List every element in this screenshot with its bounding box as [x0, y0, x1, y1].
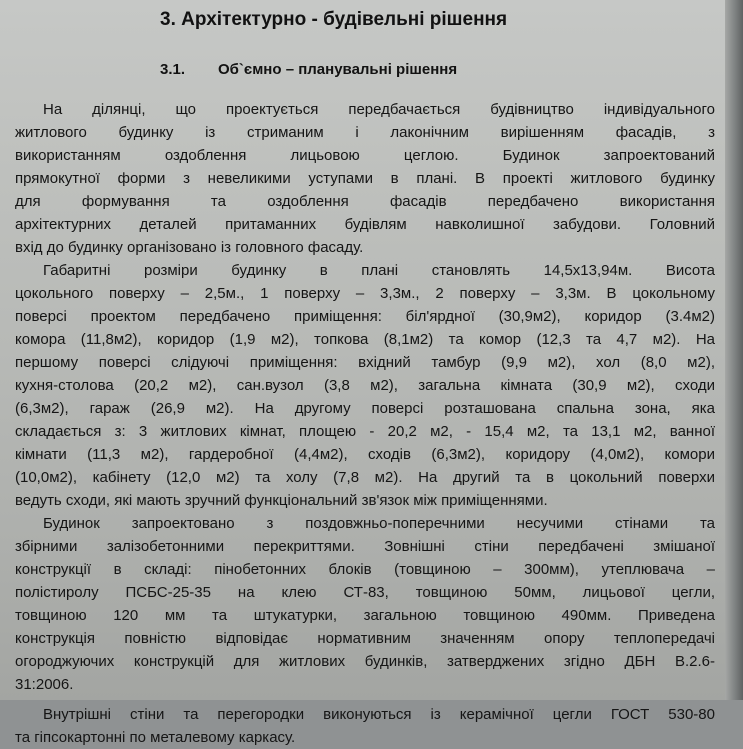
text-line: першому поверсі слідуючі приміщення: вхідний тамбур (9,9 м2), хол (8,0 м2),: [15, 354, 715, 371]
subsection-title: Об`ємно – планувальні рішення: [218, 61, 458, 78]
text-line: прямокутної форми з невеликими уступами в плані. В проекті житлового будинку: [15, 170, 715, 187]
text-line: вхід до будинку організовано із головного фасаду.: [15, 239, 364, 256]
subsection-number: 3.1.: [160, 61, 186, 78]
text-line: комора (11,8м2), коридор (1,9 м2), топкова (8,1м2) та комор (12,3 та 4,7 м2). На: [15, 331, 715, 348]
text-line: використанням оздоблення лицьовою цеглою. Будинок запроектований: [15, 147, 715, 164]
text-line: цокольного поверху – 2,5м., 1 поверху – 3,3м., 2 поверху – 3,3м. В цокольному: [15, 285, 715, 302]
text-line: кухня-столова (20,2 м2), сан.вузол (3,8 м2), загальна кімната (30,9 м2), сходи: [15, 377, 715, 394]
section-title: 3. Архітектурно - будівельні рішення: [160, 9, 508, 30]
text-line: огороджуючих конструкцій для житлових будинків, затверджених згідно ДБН В.2.6-: [15, 653, 715, 670]
text-line: складається з: 3 житлових кімнат, площею - 20,2 м2, - 15,4 м2, та 13,1 м2, ванної: [15, 423, 715, 440]
subsection-heading: [160, 59, 457, 81]
text-line: кімнати (11,3 м2), гардеробної (4,4м2), сходів (6,3м2), коридору (4,0м2), комори: [15, 446, 715, 463]
text-line: Будинок запроектовано з поздовжньо-поперечними несучими стінами та: [43, 515, 715, 532]
page-edge-shadow: [725, 0, 743, 700]
text-line: Габаритні розміри будинку в плані становлять 14,5х13,94м. Висота: [43, 262, 715, 279]
text-line: (10,0м2), кабінету (12,0 м2) та холу (7,8 м2). На другий та в цокольний поверхи: [15, 469, 715, 486]
text-line: Внутрішні стіни та перегородки виконуються із керамічної цегли ГОСТ 530-80: [43, 706, 715, 723]
text-line: конструкції в складі: пінобетонних блоків (товщиною – 300мм), утеплювача –: [15, 561, 715, 578]
text-line: (6,3м2), гараж (26,9 м2). На другому поверсі розташована спальна зона, яка: [15, 400, 715, 417]
text-line: 31:2006.: [15, 676, 74, 693]
text-line: поверсі проектом передбачено приміщення: біл'ярдної (30,9м2), коридор (3.4м2): [15, 308, 715, 325]
body-text: [15, 98, 715, 749]
text-line: житлового будинку із стриманим і лаконічним вирішенням фасадів, з: [15, 124, 715, 141]
text-line: ведуть сходи, які мають зручний функціональний зв'язок між приміщеннями.: [15, 492, 548, 509]
text-line: конструкція повністю відповідає нормативним значенням опору теплопередачі: [15, 630, 715, 647]
text-line: та гіпсокартонні по металевому каркасу.: [15, 729, 296, 746]
text-line: архітектурних деталей притаманних будівлям навколишної забудови. Головний: [15, 216, 715, 233]
text-line: товщиною 120 мм та штукатурки, загальною товщиною 490мм. Приведена: [15, 607, 715, 624]
text-line: На ділянці, що проектується передбачається будівництво індивідуального: [43, 101, 715, 118]
text-line: полістиролу ПСБС-25-35 на клею СТ-83, товщиною 50мм, лицьової цегли,: [15, 584, 715, 601]
text-line: збірними залізобетонними перекриттями. Зовнішні стіни передбачені змішаної: [15, 538, 715, 555]
text-line: для формування та оздоблення фасадів передбачено використання: [15, 193, 715, 210]
